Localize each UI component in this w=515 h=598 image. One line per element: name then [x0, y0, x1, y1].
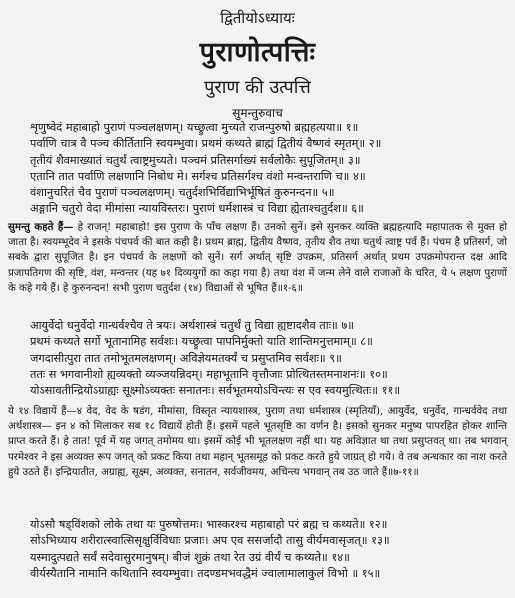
verse-line-7: आयुर्वेदो धनुर्वेदो गान्धर्वश्चैव ते त्रयः। अर्थशास्त्रं चतुर्थं तु विद्या ह्यष्टादशैव ताः॥ ७॥ — [30, 319, 354, 332]
translation-paragraph-2 — [8, 404, 507, 480]
verse-line-2: पर्वाणि चात्र वै पञ्च कीर्तितानि स्वयम्भुवा। प्रथमं कथ्यते ब्राह्मं द्वितीयं वैष्णवं स्मृतम्॥ २॥ — [30, 137, 382, 151]
verse-block-3 — [30, 517, 505, 582]
verse-line-10: ततः स भगवानीशो ह्यव्यक्तो व्यञ्जयन्निदम्। महाभूतानि वृत्तौजाः प्रोत्थितस्तमनाशनः॥ १०॥ — [30, 367, 388, 381]
verse-line-13: सोऽभिध्याय शरीरात्स्वात्सिसृक्षुर्विविधाः प्रजाः। अप एव ससर्जादौ तासु वीर्यमवासृजत्॥ १३॥ — [30, 534, 390, 548]
verse-line-8: प्रथमं कथ्यते सर्गो भूतानामिह सर्वशः। यच्छ्रुत्वा पापनिर्मुक्तो याति शान्तिमनुत्तमाम्॥ ८॥ — [30, 335, 373, 349]
verse-block-2 — [30, 318, 505, 399]
verse-line-3: तृतीयं शैवमाख्यातं चतुर्थं त्वाष्ट्रमुच्यते। पञ्चमं प्रतिसर्गाख्यं सर्वलोकैः सुपूजितम्॥ ३॥ — [30, 153, 361, 167]
verse-line-14: यस्मादुत्पद्यते सर्वं सदेवासुरमानुषम्। बीजं शुक्रं तथा रेत उग्रं वीर्यं च कथ्यते॥ १४॥ — [30, 550, 350, 564]
chapter-heading: द्वितीयोऽध्यायः — [220, 9, 295, 27]
translation-paragraph-1 — [8, 220, 507, 296]
verse-line-4: एतानि तात पर्वाणि लक्षणानि निबोध मे। सर्गश्च प्रतिसर्गश्च वंशो मन्वन्तराणि च॥ ४॥ — [30, 169, 366, 183]
translation-text-2: ये १४ विद्यायें हैं—४ वेद, वेद के षडंग, मीमांसा, विस्तृत न्यायशास्त्र, पुराण तथा धर्मशास्त्र (स्मृतियाँ), आयुर्वेद, धनुर्वेद, गान्धर्ववेद तथा अर्थशास्त्र— इन ४ को मिलाकर सब १८ विद्यायें होती हैं। इसमें पहले भूतसृष्टि का वर्णन है। इसको सुनकर मनुष्य पापरहित होकर शान्ति प्राप्त करते हैं। हे तात! पूर्व में यह जगत् तमोमय था। इसमें कोई भी भूतलक्षण नहीं था। यह अविज्ञात था तथा प्रसुप्तवत् था। तब भगवान् परमेश्वर ने इस अव्यक्त रूप जगत् को प्रकट किया तथा महान् भूतसमूह को प्रकट करते हुये जाग्रत् हो गये। वे तब अन्धकार का नाश करते हुये उठते हैं। इन्द्रियातीत, अग्राह्य, सूक्ष्म, अव्यक्त, सनातन, सर्वजीवमय, अचिन्त्य भगवान् तब उठ जाते हैं॥७-११॥ — [8, 406, 507, 478]
page-subtitle: पुराण की उत्पत्ति — [204, 77, 311, 98]
speaker-heading: सुमन्तुरुवाच — [232, 106, 283, 120]
verse-line-15: वीर्यस्यैतानि नामानि कथितानि स्वयम्भुवा। तदण्डमभवद्धैमं ज्वालामालाकुलं विभो ॥ १५॥ — [30, 566, 381, 580]
page-title: पुराणोत्पत्तिः — [199, 37, 316, 68]
translation-text-1: हे राजन्! महाबाहो! इस पुराण के पाँच लक्षण हैं। उनको सुनें। इसे सुनकर व्यक्ति ब्रह्महत्यादि महापातक से मुक्त हो जाता है। स्वयम्भूदेव ने इसके पंचपर्व की बात कही है। प्रथम ब्राह्म, द्वितीय वैष्णव, तृतीय शैव तथा चतुर्थ त्वाष्ट्र पर्व हैं। पंचम है प्रतिसर्ग, जो सबके द्वारा सुपूजित है। इन पंचपर्व के लक्षणों को सुनें। सर्ग अर्थात् सृष्टि उपक्रम, प्रतिसर्ग अर्थात् प्रथम उपक्रमोपरान्त दक्ष आदि प्रजापतिगण की सृष्टि, वंश, मन्वन्तर (यह ७१ दिव्ययुगों का कहा गया है) तथा वंश में जन्म लेने वाले राजाओं के चरित, ये ५ लक्षण पुराणों के कहे गये हैं। हे कुरुनन्दन! सभी पुराण चतुर्दश (१४) विद्याओं से भूषित हैं॥१-६॥ — [8, 222, 507, 294]
verse-line-1: शृणुष्वेदं महाबाहो पुराणं पञ्चलक्षणम्। यच्छ्रुत्वा मुच्यते राजन्पुरुषो ब्रह्महत्यया॥ १॥ — [30, 121, 359, 134]
verse-line-5: वंशानुचरितं चैव पुराणं पञ्चलक्षणम्। चतुर्दशभिर्विद्याभिर्भूषितं कुरुनन्दन॥ ५॥ — [30, 186, 335, 200]
verse-line-12: योऽसौ षड्विंशको लोके तथा यः पुरुषोत्तमः। भास्करश्च महाबाहो परं ब्रह्म च कथ्यते॥ १२॥ — [30, 518, 388, 531]
verse-line-9: जगदासीत्पुरा तात तमोभूतमलक्षणम्। अविज्ञेयमतर्क्यं च प्रसुप्तमिव सर्वशः॥ ९॥ — [30, 351, 342, 365]
verse-block-1 — [30, 120, 505, 218]
translation-lead: सुमन्तु कहते हैं— — [8, 221, 74, 233]
verse-line-11: योऽसावतीन्द्रियोऽग्राह्यः सूक्ष्मोऽव्यक्तः सनातनः। सर्वभूतमयोऽचिन्त्यः स एव स्वयमुत्थितः॥ ११॥ — [30, 384, 401, 398]
verse-line-6: अङ्गानि चतुरो वेदा मीमांसा न्यायविस्तरः। पुराणं धर्मशास्त्रं च विद्या ह्येताश्चतुर्दश॥ ६॥ — [30, 202, 364, 216]
